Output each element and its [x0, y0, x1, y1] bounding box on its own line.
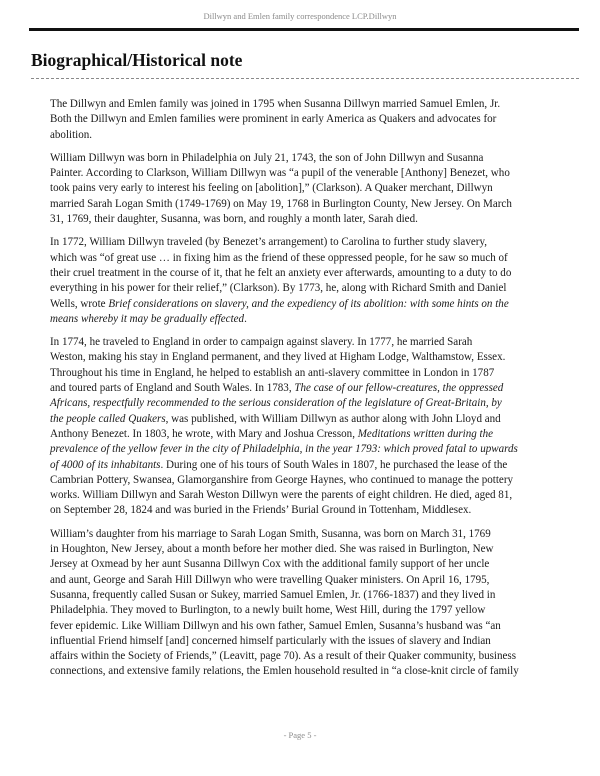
paragraph-line: [50, 619, 582, 634]
line-text: In 1774, he traveled to England in order to campaign against slavery. In 1777, he married Sarah: [50, 336, 473, 349]
paragraph-line: [50, 557, 582, 572]
cited-title: of 4000 of its inhabitants: [50, 458, 161, 471]
paragraph-line: [50, 634, 582, 649]
line-text: William Dillwyn was born in Philadelphia on July 21, 1743, the son of John Dillwyn and Susanna: [50, 151, 484, 164]
line-text: works. William Dillwyn and Sarah Weston Dillwyn were the parents of eight children. He died, aged 81,: [50, 489, 513, 502]
paragraph-line: [50, 235, 582, 250]
paragraph-line: [50, 473, 582, 488]
line-text: .: [244, 312, 247, 325]
paragraph-line: [50, 366, 582, 381]
paragraph-line: [50, 458, 582, 473]
page-number: - Page 5 -: [283, 730, 317, 740]
line-text: , was published, with William Dillwyn as author along with John Lloyd and: [165, 412, 501, 425]
paragraph-line: [50, 649, 582, 664]
line-text: connections, and extensive family relations, the Emlen household resulted in “a close-knit circle of family: [50, 665, 519, 678]
paragraph-line: [50, 603, 582, 618]
paragraph-line: [50, 542, 582, 557]
paragraph-line: [50, 312, 582, 327]
line-text: Jersey at Oxmead by her aunt Susanna Dillwyn Cox with the additional family support of her uncle: [50, 558, 490, 571]
line-text: and aunt, George and Sarah Hill Dillwyn who were travelling Quaker ministers. On April 16, 1795,: [50, 573, 490, 586]
line-text: Cambrian Pottery, Swansea, Glamorganshire from George Haynes, who continued to manage the pottery: [50, 473, 514, 486]
note-body: [50, 97, 582, 680]
line-text: 31, 1769, their daughter, Susanna, was born, and roughly a month later, Sarah died.: [50, 213, 418, 226]
paragraph-line: [50, 251, 582, 266]
paragraph-line: [50, 573, 582, 588]
line-text: Susanna, frequently called Susan or Sukey, married Samuel Emlen, Jr. (1766-1837) and they lived in: [50, 588, 496, 601]
paragraph-line: [50, 427, 582, 442]
paragraph-line: [50, 664, 582, 679]
header-rule: [29, 28, 579, 31]
paragraph-line: [50, 588, 582, 603]
line-text: influential Friend himself [and] concerned himself particularly with the issues of slavery and Indian: [50, 634, 491, 647]
cited-title: The case of our fellow-creatures, the oppressed: [294, 382, 504, 395]
paragraph-line: [50, 151, 582, 166]
line-text: Throughout his time in England, he helped to establish an anti-slavery committee in London in 1787: [50, 366, 495, 379]
section-divider: [31, 78, 579, 79]
line-text: Weston, making his stay in England permanent, and they lived at Higham Lodge, Walthamstow, Essex.: [50, 351, 506, 364]
line-text: William’s daughter from his marriage to Sarah Logan Smith, Susanna, was born on March 31, 1769: [50, 527, 491, 540]
cited-title: Africans, respectfully recommended to the serious consideration of the legislature of Great-Britain, by: [50, 397, 502, 410]
line-text: Wells, wrote: [50, 297, 109, 310]
line-text: Both the Dillwyn and Emlen families were prominent in early America as Quakers and advocates for: [50, 113, 497, 126]
line-text: Painter. According to Clarkson, William Dillwyn was “a pupil of the venerable [Anthony] Benezet, who: [50, 167, 510, 180]
line-text: and toured parts of England and South Wales. In 1783,: [50, 382, 295, 395]
section-title: Biographical/Historical note: [31, 50, 243, 70]
paragraph-line: [50, 396, 582, 411]
cited-title: Brief considerations on slavery, and the expediency of its abolition: with some hints on the: [108, 297, 509, 310]
line-text: Philadelphia. They moved to Burlington, to a newly built home, West Hill, during the 1797 yellow: [50, 604, 486, 617]
running-header: Dillwyn and Emlen family correspondence LCP.Dillwyn: [203, 11, 397, 21]
line-text: . During one of his tours of South Wales in 1807, he purchased the lease of the: [160, 458, 508, 471]
paragraph-line: [50, 335, 582, 350]
line-text: The Dillwyn and Emlen family was joined in 1795 when Susanna Dillwyn married Samuel Emlen, Jr.: [50, 98, 501, 110]
paragraph-line: [50, 488, 582, 503]
paragraph-line: [50, 212, 582, 227]
paragraph-line: [50, 350, 582, 365]
paragraph-line: [50, 197, 582, 212]
paragraph-line: [50, 503, 582, 518]
paragraph-line: [50, 166, 582, 181]
paragraph: [50, 335, 582, 519]
cited-title: the people called Quakers: [50, 412, 166, 425]
paragraph: [50, 97, 582, 143]
cited-title: prevalence of the yellow fever in the city of Philadelphia, in the year 1793: which proved fatal to upwards: [50, 443, 518, 456]
paragraph-line: [50, 527, 582, 542]
paragraph-line: [50, 442, 582, 457]
line-text: In 1772, William Dillwyn traveled (by Benezet’s arrangement) to Carolina to further study slavery,: [50, 236, 488, 249]
paragraph: [50, 235, 582, 327]
line-text: fever epidemic. Like William Dillwyn and his own father, Samuel Emlen, Susanna’s husband was “an: [50, 619, 501, 632]
line-text: everything in his power for their relief,” (Clarkson). By 1773, he, along with Richard Smith and Daniel: [50, 282, 507, 295]
paragraph-line: [50, 181, 582, 196]
paragraph-line: [50, 281, 582, 296]
line-text: abolition.: [50, 128, 93, 141]
line-text: on September 28, 1824 and was buried in the Friends’ Burial Ground in Tottenham, Middlesex.: [50, 504, 472, 517]
line-text: Anthony Benezet. In 1803, he wrote, with Mary and Joshua Cresson,: [50, 427, 358, 440]
cited-title: means whereby it may be gradually effected: [50, 312, 245, 325]
cited-title: Meditations written during the: [357, 427, 494, 440]
paragraph-line: [50, 266, 582, 281]
line-text: married Sarah Logan Smith (1749-1769) on May 19, 1768 in Burlington County, New Jersey. On March: [50, 197, 512, 210]
paragraph-line: [50, 112, 582, 127]
paragraph: [50, 527, 582, 680]
paragraph-line: [50, 297, 582, 312]
line-text: affairs within the Society of Friends,” (Leavitt, page 70). As a result of their Quaker community, business: [50, 650, 517, 663]
paragraph: [50, 151, 582, 227]
line-text: their cruel treatment in the course of it, that he felt an anxiety ever afterwards, amounting to a duty to do: [50, 266, 512, 279]
paragraph-line: [50, 97, 582, 112]
paragraph-line: [50, 412, 582, 427]
line-text: took pains very early to interest his feeling on [abolition],” (Clarkson). A Quaker merchant, Dillwyn: [50, 182, 493, 195]
line-text: which was “of great use … in fixing him as the friend of these oppressed people, for he saw so much of: [50, 251, 508, 264]
paragraph-line: [50, 381, 582, 396]
line-text: in Houghton, New Jersey, about a month before her mother died. She was raised in Burlington, New: [50, 543, 494, 556]
paragraph-line: [50, 128, 582, 143]
